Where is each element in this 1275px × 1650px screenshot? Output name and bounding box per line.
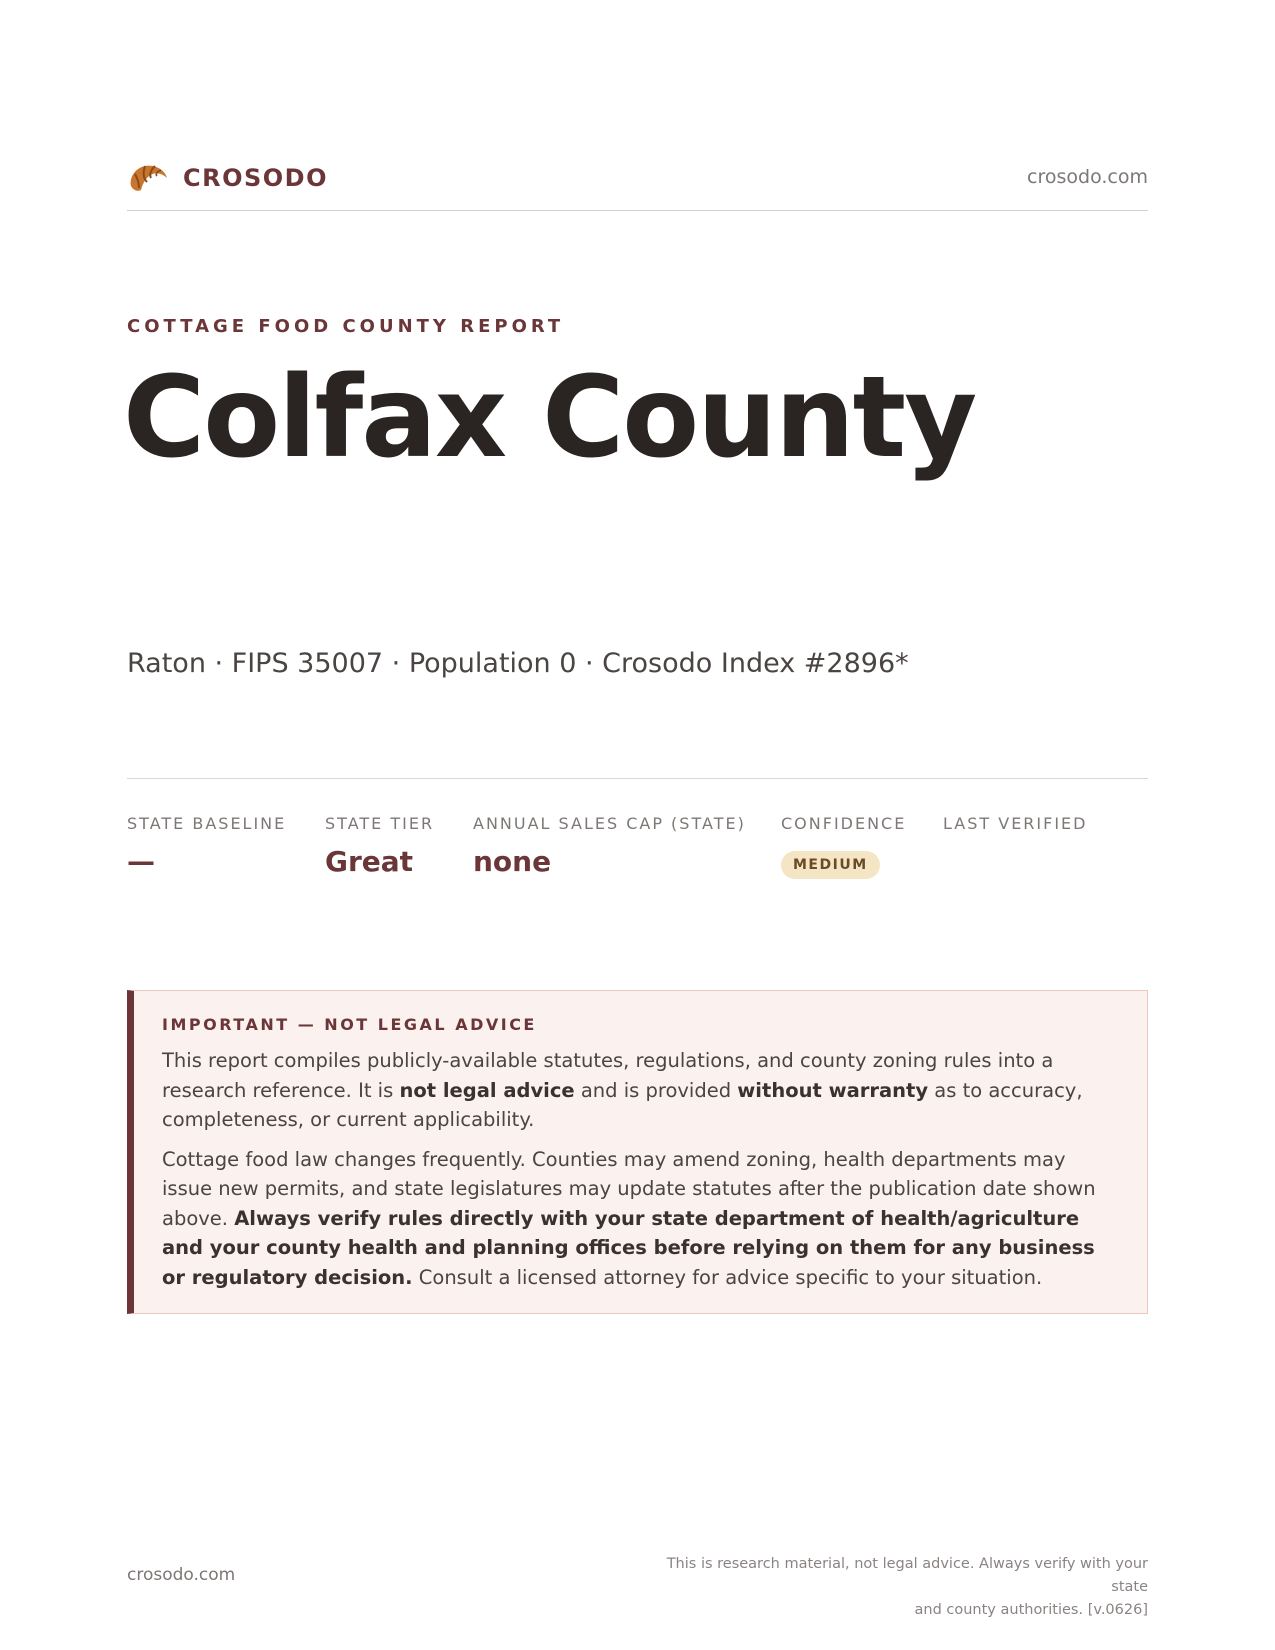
site-url-link[interactable]: crosodo.com: [1027, 166, 1148, 188]
page-title: Colfax County: [123, 353, 976, 483]
county-subtitle: Raton · FIPS 35007 · Population 0 · Crosodo Index #2896*: [127, 648, 909, 679]
legal-notice: [127, 990, 1148, 1314]
stat-label: ANNUAL SALES CAP (STATE): [473, 814, 746, 833]
footer-site-url[interactable]: crosodo.com: [127, 1565, 236, 1585]
stat-label: STATE BASELINE: [127, 814, 287, 833]
notice-paragraph-1: This report compiles publicly-available statutes, regulations, and county zoning rules into a research reference. It is not legal advice and is provided without warranty as to accuracy, completeness, or current applicability.: [162, 1049, 1083, 1131]
croissant-icon: [127, 160, 169, 196]
confidence-badge: MEDIUM: [781, 851, 880, 879]
footer-disclaimer-line: This is research material, not legal advice. Always verify with your state: [666, 1556, 1148, 1595]
footer-disclaimer: [628, 1553, 1148, 1622]
notice-paragraph-2: Cottage food law changes frequently. Counties may amend zoning, health departments may issue new permits, and state legislatures may update statutes after the publication date shown above. Always verify rules directly with your state department of health/agriculture and your county health and planning offices before relying on them for any business or regulatory decision. Consult a licensed attorney for advice specific to your situation.: [162, 1147, 1096, 1289]
report-eyebrow: COTTAGE FOOD COUNTY REPORT: [127, 316, 565, 337]
stat-state-baseline: [127, 814, 286, 878]
brand[interactable]: [127, 160, 328, 196]
stat-confidence: [781, 814, 906, 879]
notice-title: IMPORTANT — NOT LEGAL ADVICE: [162, 1015, 537, 1034]
page-header: [127, 158, 1148, 211]
stats-divider: [127, 778, 1148, 779]
stat-label: STATE TIER: [325, 814, 435, 833]
brand-name: CROSODO: [183, 164, 329, 192]
report-page: [123, 0, 1148, 1650]
stat-value: none: [473, 845, 552, 878]
stat-label: LAST VERIFIED: [943, 814, 1088, 833]
stat-last-verified: [943, 814, 1087, 845]
stat-state-tier: [325, 814, 434, 878]
stat-label: CONFIDENCE: [781, 814, 907, 833]
footer-disclaimer-line: and county authorities. [v.0626]: [914, 1602, 1148, 1618]
stat-value: Great: [325, 845, 414, 878]
stat-value: —: [127, 845, 155, 878]
stat-annual-sales-cap: [473, 814, 746, 878]
